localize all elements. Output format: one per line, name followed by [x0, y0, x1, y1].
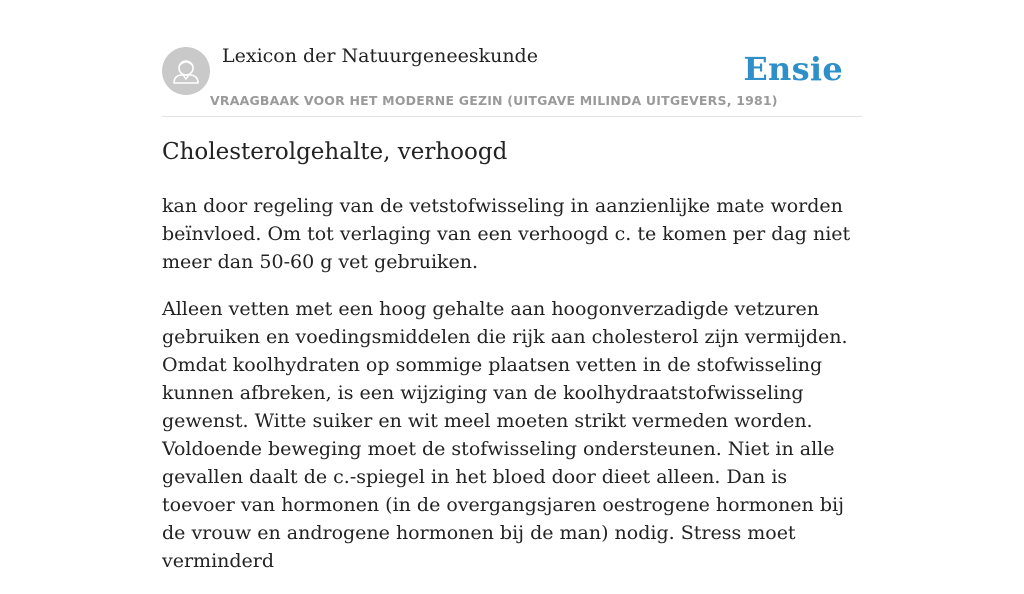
- entry-paragraph: kan door regeling van de vetstofwisseling in aanzienlijke mate worden beïnvloed. Om tot verlaging van een verhoogd c. te komen per dag niet meer dan 50-60 g vet gebruiken.: [162, 195, 851, 273]
- entry-paragraph: Alleen vetten met een hoog gehalte aan hoogonverzadigde vetzuren gebruiken en voedingsmiddelen die rijk aan cholesterol zijn vermijden. Omdat koolhydraten op sommige plaatsen vetten in de stofwisseling kunnen afbreken, is een wijziging van de koolhydraatstofwisseling gewenst. Witte suiker en wit meel moeten strikt vermeden worden. Voldoende beweging moet de stofwisseling ondersteunen. Niet in alle gevallen daalt de c.-spiegel in het bloed door dieet alleen. Dan is toevoer van hormonen (in de overgangsjaren oestrogene hormonen bij de vrouw en androgene hormonen bij de man) nodig. Stress moet verminderd: [162, 298, 848, 572]
- article-container: [162, 0, 862, 572]
- avatar[interactable]: [162, 47, 210, 95]
- source-title-link[interactable]: Lexicon der Natuurgeneeskunde: [222, 45, 538, 67]
- entry-title: Cholesterolgehalte, verhoogd: [162, 139, 508, 165]
- ensie-logo-link[interactable]: Ensie: [743, 50, 843, 88]
- source-header: [162, 0, 862, 117]
- source-subtitle: VRAAGBAAK VOOR HET MODERNE GEZIN (UITGAVE MILINDA UITGEVERS, 1981): [210, 93, 778, 108]
- user-icon: [162, 47, 210, 95]
- entry-body: [162, 192, 862, 594]
